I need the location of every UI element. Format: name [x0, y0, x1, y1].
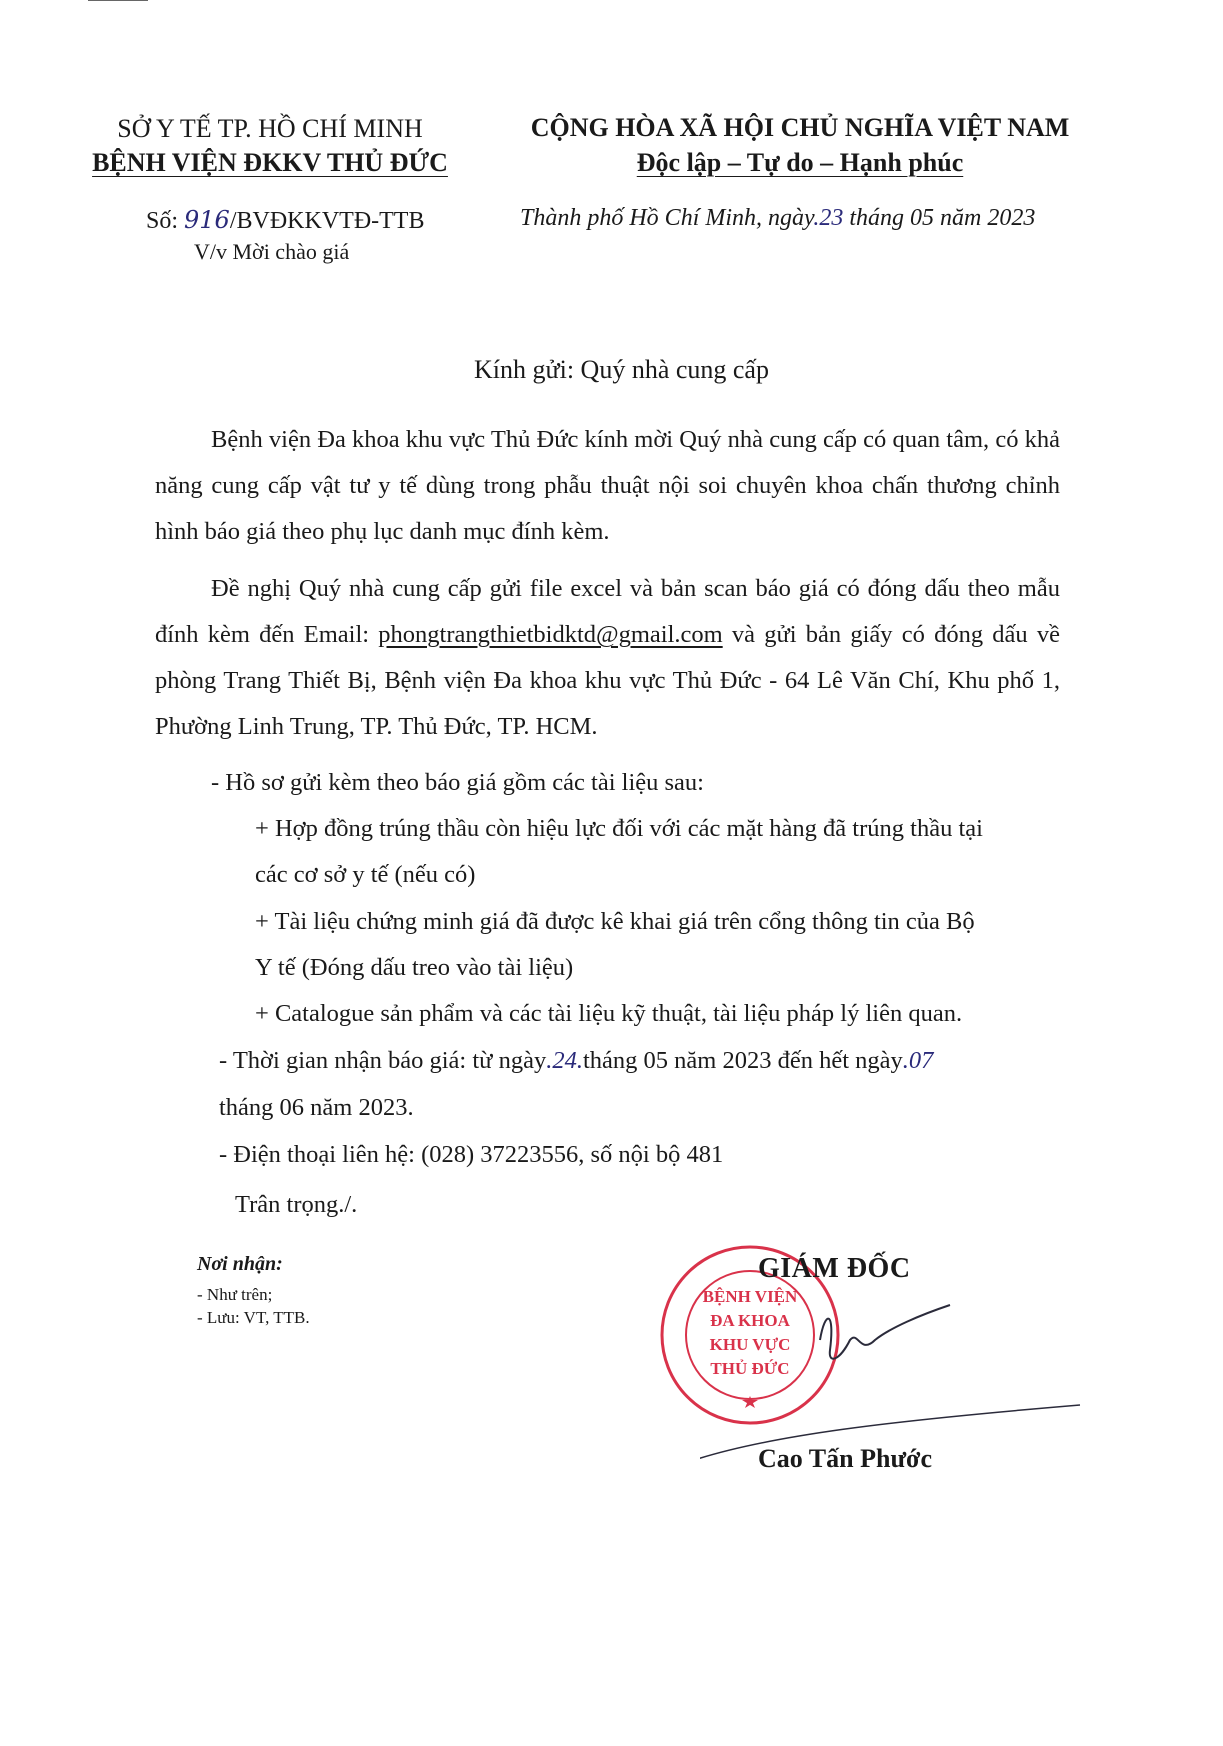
period-middle: tháng 05 năm 2023 đến hết ngày [582, 1047, 903, 1074]
signer-name: Cao Tấn Phước [758, 1444, 932, 1473]
documents-item-1a: + Hợp đồng trúng thầu còn hiệu lực đối với các mặt hàng đã trúng thầu tại [255, 815, 983, 842]
signer-title: GIÁM ĐỐC [758, 1253, 911, 1284]
paragraph-invitation: Bệnh viện Đa khoa khu vực Thủ Đức kính mời Quý nhà cung cấp có quan tâm, có khả năng cung cấp vật tư y tế dùng trong phẫu thuật nội soi chuyên khoa chấn thương chỉnh hình báo giá theo phụ lục danh mục đính kèm. [155, 426, 1060, 545]
quote-period-line-1 [219, 1038, 1064, 1084]
department-name: SỞ Y TẾ TP. HỒ CHÍ MINH [117, 114, 423, 143]
handwritten-to-day: .07 [902, 1047, 934, 1074]
document-date [520, 205, 1035, 232]
stamp-line-2: ĐA KHOA [710, 1311, 790, 1330]
recipients-title: Nơi nhận: [197, 1253, 283, 1275]
submission-text-after: và gửi bản giấy có đóng dấu về phòng Trang Thiết Bị, Bệnh viện Đa khoa khu vực Thủ Đức - 64 Lê Văn Chí, Khu phố 1, Phường Linh Trung, TP. Thủ Đức, TP. HCM. [155, 621, 1060, 740]
stamp-line-3: KHU VỰC [709, 1335, 791, 1354]
handwritten-day: .23 [813, 205, 844, 231]
recipient-item: - Như trên; [197, 1285, 273, 1304]
handwritten-number: 916 [184, 206, 230, 234]
number-prefix: Số: [146, 208, 185, 234]
hospital-name: BỆNH VIỆN ĐKKV THỦ ĐỨC [92, 148, 448, 177]
salutation: Kính gửi: Quý nhà cung cấp [474, 355, 769, 384]
documents-intro: - Hồ sơ gửi kèm theo báo giá gồm các tài liệu sau: [211, 769, 704, 796]
documents-item-2b: Y tế (Đóng dấu treo vào tài liệu) [255, 954, 574, 981]
date-suffix: tháng 05 năm 2023 [843, 205, 1036, 231]
documents-item-3: + Catalogue sản phẩm và các tài liệu kỹ thuật, tài liệu pháp lý liên quan. [255, 1000, 963, 1027]
national-header [500, 110, 1100, 180]
country-name: CỘNG HÒA XÃ HỘI CHỦ NGHĨA VIỆT NAM [530, 113, 1070, 142]
closing-regards: Trân trọng./. [235, 1191, 358, 1218]
paragraph-submission [155, 566, 1060, 750]
documents-item-2a: + Tài liệu chứng minh giá đã được kê khai giá trên cổng thông tin của Bộ [255, 908, 975, 935]
documents-item-1b: các cơ sở y tế (nếu có) [255, 861, 476, 888]
submission-text-before: Đề nghị Quý nhà cung cấp gửi file excel và bản scan báo giá có đóng dấu theo mẫu đính kèm đến Email: [155, 575, 1060, 648]
quote-period-line-2: tháng 06 năm 2023. [219, 1094, 414, 1121]
issuer-header [60, 112, 480, 180]
recipient-item: - Lưu: VT, TTB. [197, 1308, 310, 1327]
document-number [146, 206, 424, 235]
scan-edge-line [88, 0, 148, 1]
date-prefix: Thành phố Hồ Chí Minh, ngày [520, 205, 814, 231]
stamp-line-1: BỆNH VIỆN [702, 1287, 798, 1306]
period-prefix: - Thời gian nhận báo giá: từ ngày [219, 1047, 547, 1074]
number-suffix: /BVĐKKVTĐ-TTB [229, 208, 425, 234]
contact-phone: - Điện thoại liên hệ: (028) 37223556, số nội bộ 481 [219, 1141, 724, 1168]
national-motto: Độc lập – Tự do – Hạnh phúc [636, 148, 964, 177]
handwritten-from-day: .24. [546, 1047, 583, 1074]
stamp-line-4: THỦ ĐỨC [710, 1359, 790, 1378]
document-subject: V/v Mời chào giá [194, 239, 350, 264]
email-link[interactable]: phongtrangthietbidktd@gmail.com [378, 621, 723, 648]
handwritten-signature [700, 1270, 1100, 1470]
